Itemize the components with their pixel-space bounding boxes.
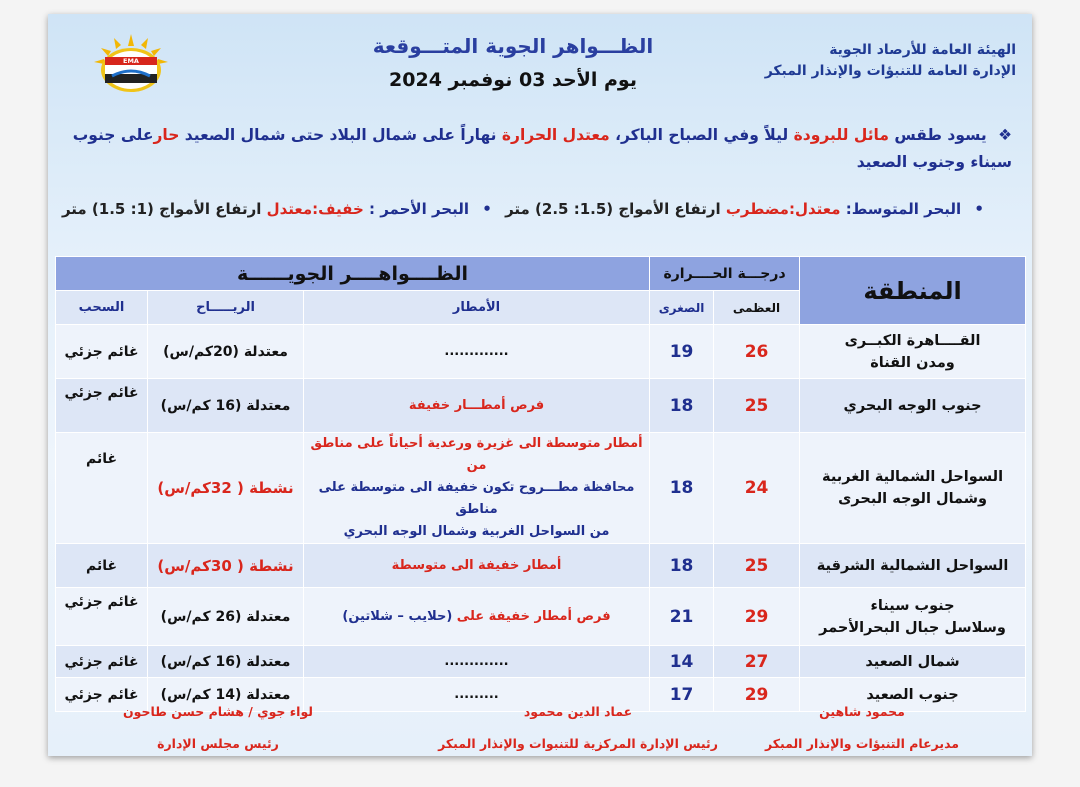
wind-cell: معتدلة (14 كم/س) [148, 678, 304, 712]
wind-cell: معتدلة (16 كم/س) [148, 646, 304, 678]
weather-summary [68, 122, 1012, 176]
region-header: المنطقة [800, 257, 1026, 325]
region-cell: جنوب الوجه البحري [800, 379, 1026, 433]
summary-part: مائل للبرودة [793, 126, 889, 144]
cloud-cell: غائم جزئي [56, 588, 148, 646]
region-cell: السواحل الشمالية الشرقية [800, 544, 1026, 588]
summary-part: على جنوب سيناء وجنوب الصعيد [72, 126, 1012, 171]
signature-block [752, 704, 972, 751]
region-cell: شمال الصعيد [800, 646, 1026, 678]
cloud-cell: غائم جزئي [56, 379, 148, 433]
forecast-table [55, 256, 1024, 712]
table-row [56, 325, 1026, 379]
red-sea-label: البحر الأحمر : [369, 200, 469, 218]
max-temp-header: العظمى [714, 291, 800, 325]
min-temp-cell: 18 [650, 379, 714, 433]
rain-header: الأمطار [304, 291, 650, 325]
summary-part: ليلاً وفي الصباح الباكر، [609, 126, 794, 144]
summary-part: حار [153, 126, 180, 144]
max-temp-cell: 27 [714, 646, 800, 678]
signature-role: رئيس مجلس الإدارة [157, 736, 279, 751]
rain-cell [304, 433, 650, 544]
wind-cell: نشطة ( 30كم/س) [148, 544, 304, 588]
min-temp-cell: 17 [650, 678, 714, 712]
red-sea-waves: ارتفاع الأمواج (1: 1.5) متر [61, 200, 262, 218]
cloud-cell: غائم جزئي [56, 646, 148, 678]
bullet-icon: • [482, 200, 492, 218]
min-temp-header: الصغرى [650, 291, 714, 325]
signature-role: مديرعام التنبؤات والإنذار المبكر [764, 736, 960, 751]
rain-cell: ............. [304, 646, 650, 678]
temperature-header: درجـــة الحــــرارة [650, 257, 800, 291]
region-cell: جنوب سيناء وسلاسل جبال البحرالأحمر [800, 588, 1026, 646]
wind-cell: نشطة ( 32كم/س) [148, 433, 304, 544]
region-cell: القــــاهرة الكبــرى ومدن القناة [800, 325, 1026, 379]
med-sea-waves: ارتفاع الأمواج (1.5: 2.5) متر [505, 200, 721, 218]
rain-line: محافظة مطـــروح تكون خفيفة الى متوسطة على مناطق [318, 480, 635, 517]
org-line-1: الهيئة العامة للأرصاد الجوية [829, 42, 1016, 58]
signature-block [428, 704, 728, 751]
max-temp-cell: 26 [714, 325, 800, 379]
table-row [56, 588, 1026, 646]
phenomena-header: الظــــواهــــر الجويــــــة [56, 257, 650, 291]
cloud-cell: غائم [56, 544, 148, 588]
rain-cell: فرص أمطـــار خفيفة [304, 379, 650, 433]
table-row [56, 646, 1026, 678]
summary-part: نهاراً على شمال البلاد حتى شمال الصعيد [179, 126, 502, 144]
rain-cell [304, 588, 650, 646]
forecast-document [48, 14, 1032, 756]
signature-name: عماد الدين محمود [523, 704, 633, 719]
table-row [56, 379, 1026, 433]
min-temp-cell: 18 [650, 544, 714, 588]
svg-text:EMA: EMA [123, 57, 139, 65]
table-row [56, 433, 1026, 544]
min-temp-cell: 19 [650, 325, 714, 379]
organization-name [765, 40, 1016, 82]
med-sea-state: معتدل:مضطرب [725, 200, 841, 218]
rain-text: فرص أمطار خفيفة على [452, 608, 611, 624]
summary-part: يسود طقس [888, 126, 987, 144]
rain-cell: ......... [304, 678, 650, 712]
ema-logo-icon [88, 32, 174, 98]
forecast-date: يوم الأحد 03 نوفمبر 2024 [389, 69, 637, 91]
max-temp-cell: 25 [714, 379, 800, 433]
max-temp-cell: 29 [714, 678, 800, 712]
rain-cell: أمطار خفيفة الى متوسطة [304, 544, 650, 588]
signature-block [98, 704, 338, 751]
summary-part: معتدل الحرارة [501, 126, 610, 144]
bullet-icon: • [974, 200, 984, 218]
rain-line: أمطار متوسطة الى غزيرة ورعدية أحياناً على مناطق من [310, 436, 643, 473]
org-line-2: الإدارة العامة للتنبؤات والإنذار المبكر [764, 63, 1016, 79]
page-title: الظـــواهر الجوية المتـــوقعة [372, 34, 654, 58]
signature-role: رئيس الإدارة المركزية للتنبوات والإنذار المبكر [438, 736, 718, 751]
diamond-bullet-icon: ❖ [998, 126, 1012, 144]
sea-state [61, 200, 992, 218]
min-temp-cell: 14 [650, 646, 714, 678]
min-temp-cell: 18 [650, 433, 714, 544]
med-sea-label: البحر المتوسط: [845, 200, 962, 218]
red-sea-state: خفيف:معتدل [266, 200, 364, 218]
wind-cell: معتدلة (26 كم/س) [148, 588, 304, 646]
signature-name: لواء جوي / هشام حسن طاحون [122, 704, 314, 719]
table-row [56, 544, 1026, 588]
wind-cell: معتدلة (20كم/س) [148, 325, 304, 379]
cloud-cell: غائم [56, 433, 148, 544]
wind-header: الريـــــاح [148, 291, 304, 325]
region-cell: جنوب الصعيد [800, 678, 1026, 712]
max-temp-cell: 24 [714, 433, 800, 544]
min-temp-cell: 21 [650, 588, 714, 646]
region-cell: السواحل الشمالية الغربية وشمال الوجه البحرى [800, 433, 1026, 544]
cloud-cell: غائم جزئي [56, 325, 148, 379]
max-temp-cell: 29 [714, 588, 800, 646]
rain-cell: ............. [304, 325, 650, 379]
max-temp-cell: 25 [714, 544, 800, 588]
signature-name: محمود شاهين [819, 704, 905, 719]
cloud-header: السحب [56, 291, 148, 325]
rain-line: من السواحل الغربية وشمال الوجه البحري [343, 524, 610, 539]
wind-cell: معتدلة (16 كم/س) [148, 379, 304, 433]
rain-text: (حلايب – شلاتين) [342, 608, 453, 624]
cloud-cell: غائم جزئي [56, 678, 148, 712]
